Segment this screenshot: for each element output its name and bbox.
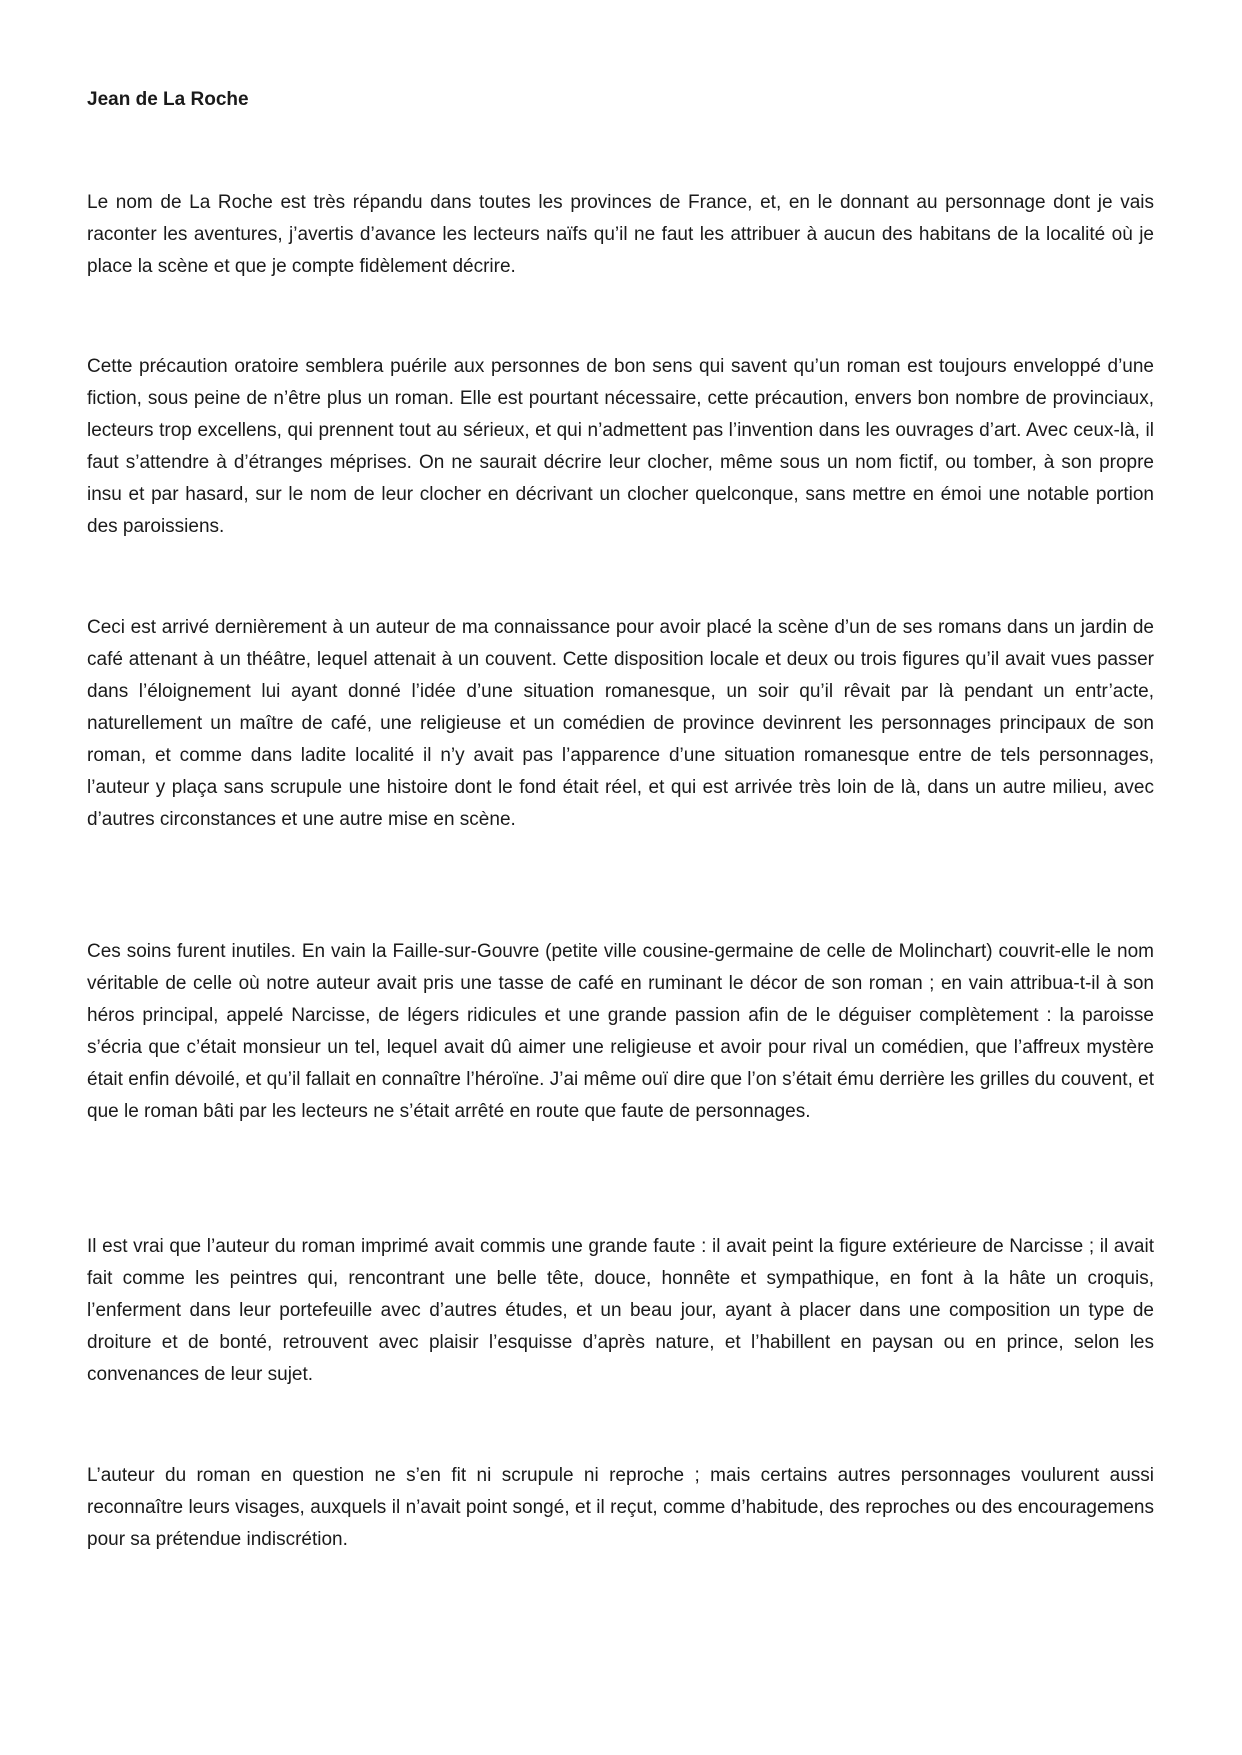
- paragraph: L’auteur du roman en question ne s’en fit ni scrupule ni reproche ; mais certains autres personnages voulurent aussi reconnaître leurs visages, auxquels il n’avait point songé, et il reçut, comme d’habitude, des reproches ou des encouragemens pour sa prétendue indiscrétion.: [87, 1465, 1154, 1550]
- paragraph: Cette précaution oratoire semblera puérile aux personnes de bon sens qui savent qu’un roman est toujours enveloppé d’une fiction, sous peine de n’être plus un roman. Elle est pourtant nécessaire, cette précaution, envers bon nombre de provinciaux, lecteurs trop excellens, qui prennent tout au sérieux, et qui n’admettent pas l’invention dans les ouvrages d’art. Avec ceux-là, il faut s’attendre à d’étranges méprises. On ne saurait décrire leur clocher, même sous un nom fictif, ou tomber, à son propre insu et par hasard, sur le nom de leur clocher en décrivant un clocher quelconque, sans mettre en émoi une notable portion des paroissiens.: [87, 356, 1154, 537]
- paragraph: Il est vrai que l’auteur du roman imprimé avait commis une grande faute : il avait peint la figure extérieure de Narcisse ; il avait fait comme les peintres qui, rencontrant une belle tête, douce, honnête et sympathique, en font à la hâte un croquis, l’enferment dans leur portefeuille avec d’autres études, et un beau jour, ayant à placer dans une composition un type de droiture et de bonté, retrouvent avec plaisir l’esquisse d’après nature, et l’habillent en paysan ou en prince, selon les convenances de leur sujet.: [87, 1236, 1154, 1385]
- document-title: Jean de La Roche: [87, 89, 249, 110]
- paragraph: Ceci est arrivé dernièrement à un auteur de ma connaissance pour avoir placé la scène d’un de ses romans dans un jardin de café attenant à un théâtre, lequel attenait à un couvent. Cette disposition locale et deux ou trois figures qu’il avait vues passer dans l’éloignement lui ayant donné l’idée d’une situation romanesque, un soir qu’il rêvait par là pendant un entr’acte, naturellement un maître de café, une religieuse et un comédien de province devinrent les personnages principaux de son roman, et comme dans ladite localité il n’y avait pas l’apparence d’une situation romanesque entre de tels personnages, l’auteur y plaça sans scrupule une histoire dont le fond était réel, et qui est arrivée très loin de là, dans un autre milieu, avec d’autres circonstances et une autre mise en scène.: [87, 617, 1154, 830]
- paragraph: Le nom de La Roche est très répandu dans toutes les provinces de France, et, en le donnant au personnage dont je vais raconter les aventures, j’avertis d’avance les lecteurs naïfs qu’il ne faut les attribuer à aucun des habitans de la localité où je place la scène et que je compte fidèlement décrire.: [87, 192, 1154, 277]
- paragraph: Ces soins furent inutiles. En vain la Faille-sur-Gouvre (petite ville cousine-germaine de celle de Molinchart) couvrit-elle le nom véritable de celle où notre auteur avait pris une tasse de café en ruminant le décor de son roman ; en vain attribua-t-il à son héros principal, appelé Narcisse, de légers ridicules et une grande passion afin de le déguiser complètement : la paroisse s’écria que c’était monsieur un tel, lequel avait dû aimer une religieuse et avoir pour rival un comédien, que l’affreux mystère était enfin dévoilé, et qu’il fallait en connaître l’héroïne. J’ai même ouï dire que l’on s’était ému derrière les grilles du couvent, et que le roman bâti par les lecteurs ne s’était arrêté en route que faute de personnages.: [87, 941, 1154, 1122]
